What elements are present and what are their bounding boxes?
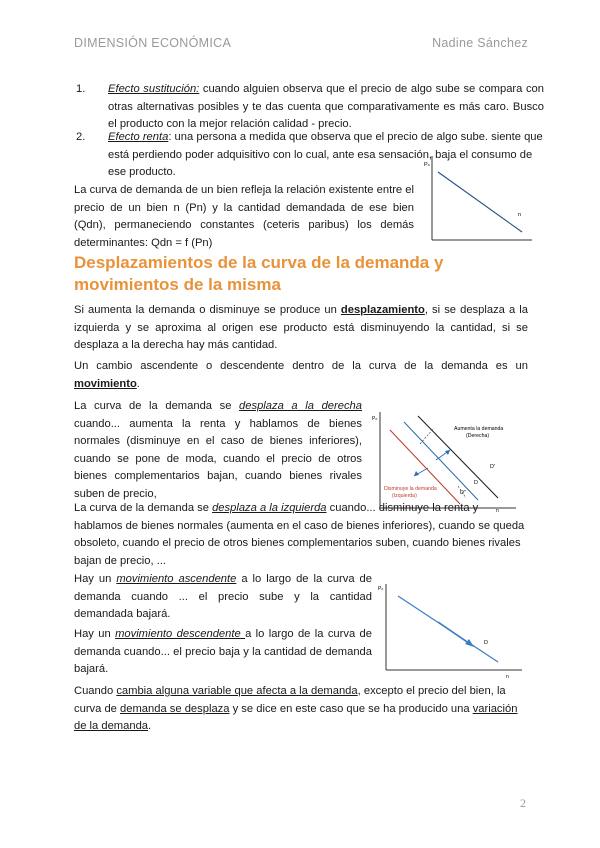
label-disminuye: Disminuye la demanda [384,486,437,492]
curve-label: D [484,640,488,646]
text-span: . [136,377,140,390]
demand-curve-paragraph: La curva de demanda de un bien refleja la relación existente entre el precio de un bien n (Pn) y la cantidad demandada de ese bien (Qdn), permaneciendo constantes (ceteris paribus) los demás determinantes: Qdn = f (Pn) [74,184,414,249]
text-span: . [148,720,152,732]
text-span: Hay un [74,628,116,640]
keyword-descendente: movimiento descendente [115,628,246,640]
x-axis-label: n [506,674,509,680]
ascendente-paragraph [74,571,372,624]
demand-curve-figure [424,150,534,244]
text-span: Hay un [74,573,117,585]
list-text: : una persona a medida que observa que el precio de algo sube. siente que está perdiendo poder adquisitivo con lo cual, ante esa sensación, baja el consumo de ese producto. [108,131,543,178]
movement-arrow [438,622,470,644]
text-span: La curva de la demanda se [74,400,240,412]
y-axis-label: Pₙ [424,162,430,168]
text-span: Cuando [74,685,117,697]
text-span: , si se desplaza a la izquierda y se aproxima al origen ese producto está disminuyendo la cantidad, si se desplaza a la derecha hay más cantidad. [74,304,528,351]
text-span: a lo largo de la curva de demanda cuando ... el precio sube y la cantidad demandada bajará. [74,573,372,620]
keyword-ascendente: movimiento ascendente [116,573,237,585]
section-heading: Desplazamientos de la curva de la demanda y movimientos de la misma [74,253,444,294]
x-axis-label: n [496,508,499,514]
shift-demand-figure [370,406,520,514]
text-span: Si aumenta la demanda o disminuye se produce un [74,304,341,316]
text-span: y se dice en este caso que se ha producido una [229,702,473,715]
label-aumenta: Aumenta la demanda [454,426,504,432]
list-text: cuando alguien observa que el precio de algo sube se compara con otras alternativas posibles y te das cuenta que comparativamente es más caro. Busco el producto con la mejor relación calidad - precio. [108,83,544,130]
y-axis-label: Pₙ [378,586,384,592]
descendente-paragraph [74,626,372,679]
keyword-derecha: desplaza a la derecha [239,400,362,412]
curve-label-right: D' [490,464,496,470]
keyword-desplazamiento: desplazamiento [340,304,425,316]
keyword-variacion: variación de la demanda [74,702,518,732]
keyword-variable: cambia alguna variable que afecta a la demanda [116,685,358,697]
text-span: cuando... aumenta la renta y hablamos de bienes normales (disminuye en el caso de bienes inferiores), cuando se pone de moda, cuando el precio de otros bienes complementarios bajan, cuando bienes rivales suben de precio, [74,417,362,500]
list-term: Efecto renta [108,131,169,143]
text-span: , excepto el precio del bien, la curva de [74,685,506,715]
header-title: DIMENSIÓN ECONÓMICA [74,36,232,50]
keyword-movimiento: movimiento [74,377,137,390]
curve-label: n [518,212,522,218]
text-span: La curva de la demanda se [74,502,213,514]
desplazamiento-paragraph [74,302,528,355]
list-number: 2. [76,131,86,143]
keyword-desplaza: demanda se desplaza [120,702,230,715]
izquierda-paragraph [74,500,528,570]
text-span: Un cambio ascendente o descendente dentro de la curva de la demanda es un [74,360,528,372]
text-span: cuando... disminuye la renta y hablamos de bienes normales (aumenta en el caso de bienes inferiores), cuando se queda obsoleto, cuando el precio de otros bienes complementarios suben, cuando bienes rivales bajan de precio, ... [74,502,525,567]
text-span: a lo largo de la curva de demanda cuando... el precio baja y la cantidad de demanda bajará. [74,628,372,675]
list-number: 1. [76,83,86,95]
demand-line [438,172,522,232]
keyword-izquierda: desplaza a la izquierda [212,502,327,514]
variacion-paragraph [74,683,528,736]
header-author: Nadine Sánchez [432,36,528,50]
movimiento-paragraph [74,358,528,393]
movement-demand-figure [376,578,526,682]
derecha-paragraph [74,398,362,503]
label-izquierda: (Izquierda) [392,493,417,499]
list-term: Efecto sustitución: [108,83,200,95]
y-axis-label: Pₙ [372,416,378,422]
list-item [76,81,544,134]
movement-arrow-head [465,639,474,647]
curve-label-original: D [474,480,478,486]
label-derecha: (Derecha) [466,433,490,439]
curve-label-left: D'' [460,490,467,496]
page-number: 2 [520,796,526,810]
